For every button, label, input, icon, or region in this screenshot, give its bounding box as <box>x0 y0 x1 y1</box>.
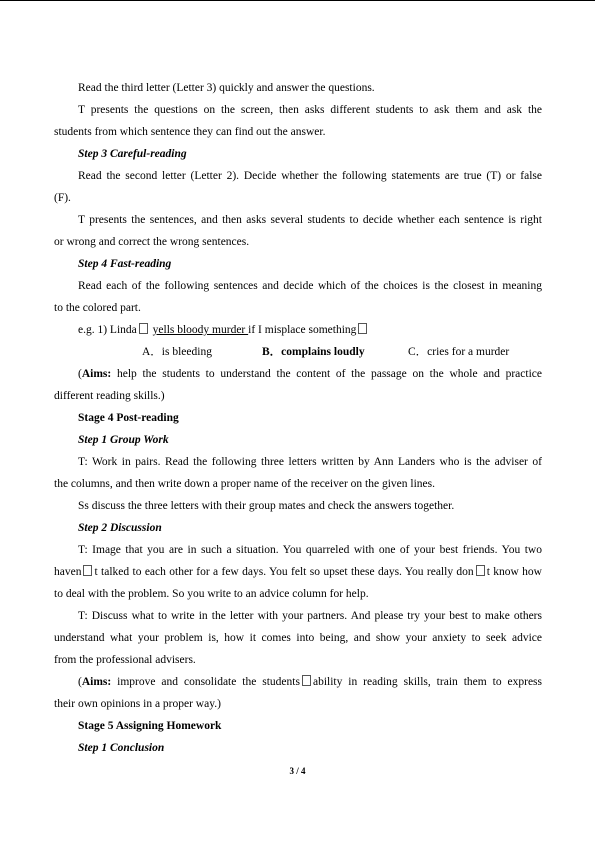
aims-text: improve and consolidate the students <box>111 676 300 688</box>
paragraph-line: the columns, and then write down a proper name of the receiver on the given lines. <box>54 478 435 490</box>
paragraph-line: T: Work in pairs. Read the following three letters written by Ann Landers who is the adviser of <box>78 456 542 468</box>
text-fragment: t talked to each other for a few days. You felt so upset these days. You really don <box>94 566 474 578</box>
paragraph-line: T presents the sentences, and then asks several students to decide whether each sentence is right <box>78 214 542 226</box>
missing-glyph-box <box>139 323 148 334</box>
aims-text: help the students to understand the content of the passage on the whole and practice <box>111 368 542 380</box>
option-b: B．complains loudly <box>262 346 365 358</box>
option-a: A．is bleeding <box>142 346 212 358</box>
paragraph-line: Read the second letter (Letter 2). Decide whether the following statements are true (T) or false <box>78 170 542 182</box>
paragraph-line: or wrong and correct the wrong sentences. <box>54 236 250 248</box>
paragraph-line: T: Image that you are in such a situation. You quarreled with one of your best friends. You two <box>78 544 542 556</box>
step-heading: Step 4 Fast-reading <box>78 258 172 270</box>
paragraph-line: understand what your problem is, how it comes into being, and show your anxiety to seek advice <box>54 632 542 644</box>
option-c: C．cries for a murder <box>408 346 510 358</box>
stage-heading: Stage 5 Assigning Homework <box>78 720 222 732</box>
paragraph-line: Read each of the following sentences and decide which of the choices is the closest in meaning <box>78 280 542 292</box>
paragraph-line: their own opinions in a proper way.) <box>54 698 221 710</box>
paragraph-line: to the colored part. <box>54 302 141 314</box>
aims-text: ability in reading skills, train them to express <box>312 676 542 688</box>
example-underlined-phrase: yells bloody murder <box>152 324 249 336</box>
page-number: 3 / 4 <box>289 766 306 776</box>
document-body <box>54 77 542 759</box>
missing-glyph-box <box>358 323 367 334</box>
paragraph-line: to deal with the problem. So you write to an advice column for help. <box>54 588 369 600</box>
paragraph-line: T presents the questions on the screen, then asks different students to ask them and ask the <box>78 104 542 116</box>
aims-line <box>54 671 542 693</box>
paragraph-line: from the professional advisers. <box>54 654 196 666</box>
step-heading: Step 3 Careful-reading <box>78 148 187 160</box>
paragraph-line: Ss discuss the three letters with their group mates and check the answers together. <box>78 500 455 512</box>
example-suffix: if I misplace something <box>248 324 357 336</box>
aims-label: Aims: <box>81 368 112 380</box>
paragraph-line: students from which sentence they can find out the answer. <box>54 126 326 138</box>
text-fragment: t know how <box>486 566 542 578</box>
step-heading: Step 1 Conclusion <box>78 742 165 754</box>
missing-glyph-box <box>302 675 311 686</box>
aims-line <box>54 363 542 385</box>
aims-paren: ( <box>78 676 82 688</box>
paragraph-line: different reading skills.) <box>54 390 165 402</box>
paragraph-line: T: Discuss what to write in the letter with your partners. And please try your best to make others <box>78 610 542 622</box>
paragraph-line <box>54 561 542 583</box>
missing-glyph-box <box>83 565 92 576</box>
paragraph-line: (F). <box>54 192 71 204</box>
example-sentence <box>54 319 542 341</box>
step-heading: Step 2 Discussion <box>78 522 162 534</box>
aims-paren: ( <box>78 368 82 380</box>
example-prefix: e.g. 1) Linda <box>78 324 137 336</box>
stage-heading: Stage 4 Post-reading <box>78 412 179 424</box>
step-heading: Step 1 Group Work <box>78 434 169 446</box>
choice-options <box>54 341 542 363</box>
missing-glyph-box <box>476 565 485 576</box>
header-rule <box>0 0 595 1</box>
paragraph-line: Read the third letter (Letter 3) quickly and answer the questions. <box>78 82 375 94</box>
aims-label: Aims: <box>81 676 112 688</box>
text-fragment: haven <box>54 566 82 578</box>
